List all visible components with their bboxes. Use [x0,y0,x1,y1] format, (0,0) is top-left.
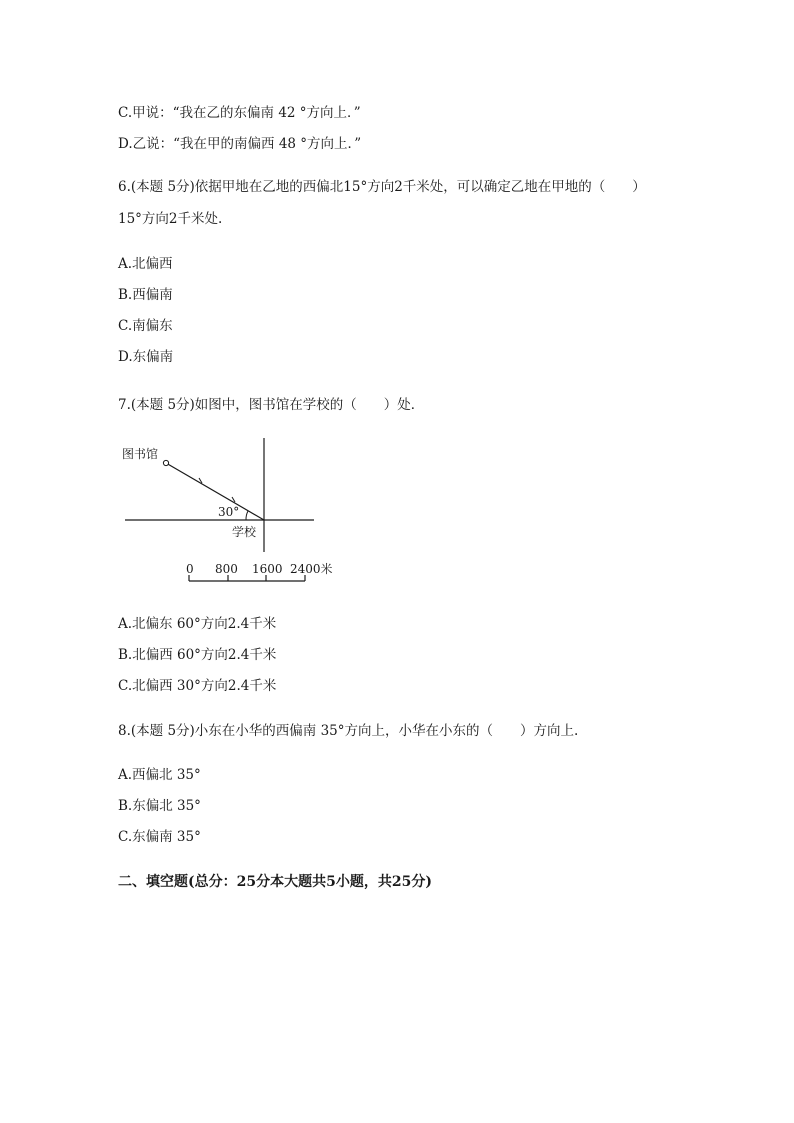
q7-option-a: A.北偏东 60°方向2.4千米 [118,616,277,632]
library-label: 图书馆 [122,447,159,461]
school-label: 学校 [232,525,257,539]
scale-label-0: 0 [186,562,194,576]
library-direction-line [166,463,264,520]
question-6-text-cont: 15°方向2千米处. [118,211,223,227]
question-7-text: 7.(本题 5分)如图中，图书馆在学校的（ ）处． [118,397,425,413]
library-point [163,460,168,465]
q7-option-c: C.北偏西 30°方向2.4千米 [118,678,277,694]
question-6-text: 6.(本题 5分)依据甲地在乙地的西偏北15°方向2千米处，可以确定乙地在甲地的（ ） [118,179,646,195]
q8-option-c: C.东偏南 35° [118,829,201,845]
direction-figure [118,434,348,594]
q8-option-a: A.西偏北 35° [118,767,201,783]
q6-option-d: D.东偏南 [118,349,174,365]
angle-arc [246,511,248,520]
q7-option-b: B.北偏西 60°方向2.4千米 [118,647,277,663]
angle-label: 30° [218,505,240,519]
q8-option-b: B.东偏北 35° [118,798,201,814]
section-2-heading: 二、填空题(总分：25分本大题共5小题，共25分) [118,874,432,890]
q6-option-b: B.西偏南 [118,287,173,303]
option-d-previous: D.乙说：“我在甲的南偏西 48 °方向上．” [118,136,362,152]
scale-label-1600: 1600 [252,562,283,576]
question-8-text: 8.(本题 5分)小东在小华的西偏南 35°方向上，小华在小东的（ ）方向上. [118,723,579,739]
q6-option-c: C.南偏东 [118,318,173,334]
scale-label-800: 800 [215,562,238,576]
scale-label-2400: 2400米 [290,562,333,576]
option-c-previous: C.甲说：“我在乙的东偏南 42 °方向上．” [118,105,361,121]
q6-option-a: A.北偏西 [118,256,173,272]
